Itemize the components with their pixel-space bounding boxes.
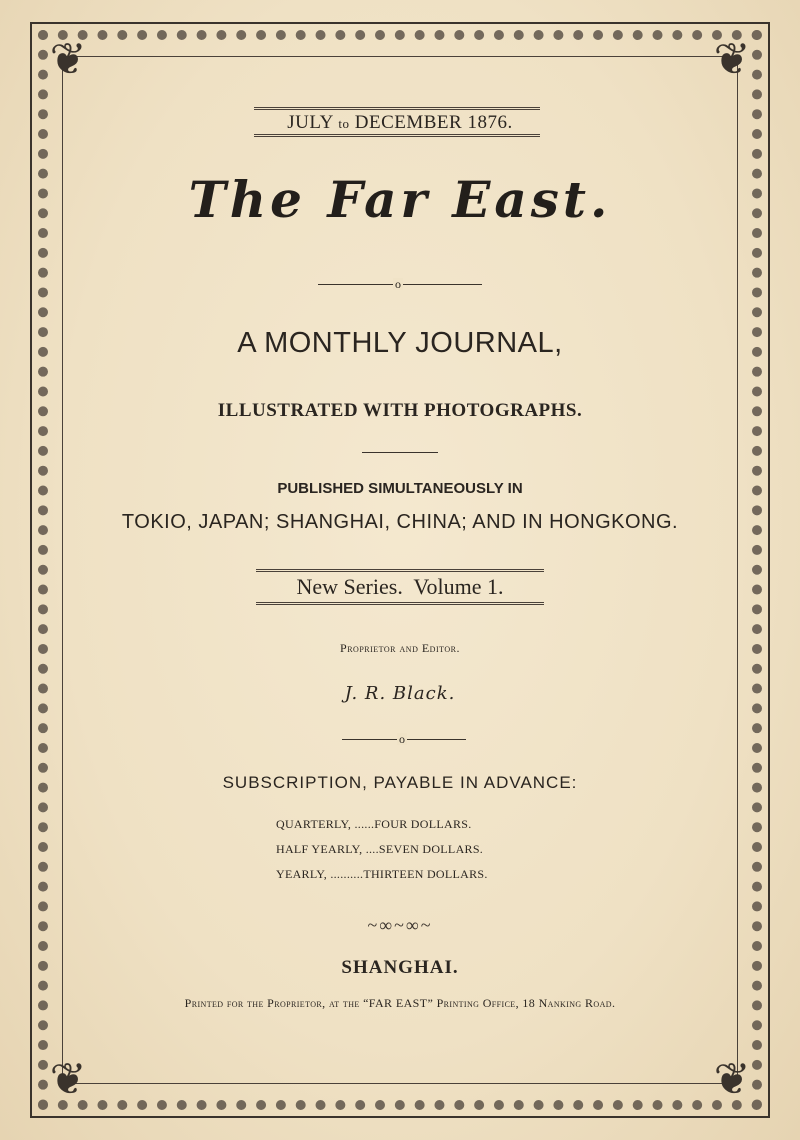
- illustrated-line: ILLUSTRATED WITH PHOTOGRAPHS.: [217, 400, 583, 421]
- rate-row: [276, 812, 576, 837]
- rate-price: SEVEN DOLLARS.: [378, 842, 484, 856]
- rate-row: [276, 862, 576, 887]
- rate-period: QUARTERLY, ......: [276, 817, 375, 831]
- corner-ornament-icon: ❦: [713, 35, 751, 84]
- corner-ornament-icon: ❦: [49, 35, 87, 84]
- date-start: JULY: [287, 112, 334, 133]
- journal-subtitle: A MONTHLY JOURNAL,: [237, 327, 563, 359]
- rates-list: [276, 812, 576, 887]
- rate-price: THIRTEEN DOLLARS.: [363, 867, 488, 881]
- publication-city: SHANGHAI.: [341, 957, 459, 978]
- scroll-ornament-icon: ~∞~∞~: [367, 915, 433, 935]
- series-volume: New Series. Volume 1.: [296, 574, 504, 599]
- divider-mark: o: [395, 277, 401, 291]
- proprietor-label: Proprietor and Editor.: [340, 641, 460, 655]
- editor-name: J. R. Black.: [344, 683, 456, 704]
- published-line: PUBLISHED SIMULTANEOUSLY IN: [277, 480, 523, 497]
- rate-period: YEARLY, ..........: [276, 867, 364, 881]
- short-divider-rule: [362, 452, 438, 453]
- divider-mark: o: [399, 732, 405, 746]
- rate-price: FOUR DOLLARS.: [374, 817, 472, 831]
- date-end: DECEMBER 1876.: [354, 112, 513, 133]
- publication-places: TOKIO, JAPAN; SHANGHAI, CHINA; AND IN HONGKONG.: [121, 511, 679, 533]
- subscription-heading: SUBSCRIPTION, PAYABLE IN ADVANCE:: [222, 773, 578, 792]
- date-to: to: [338, 116, 350, 131]
- rate-period: HALF YEARLY, ....: [276, 842, 379, 856]
- printer-imprint: Printed for the Proprietor, at the “FAR EAST” Printing Office, 18 Nanking Road.: [184, 996, 616, 1010]
- date-line: [0, 112, 800, 134]
- corner-ornament-icon: ❦: [49, 1055, 87, 1104]
- journal-title: The Far East.: [188, 170, 612, 229]
- rate-row: [276, 837, 576, 862]
- corner-ornament-icon: ❦: [713, 1055, 751, 1104]
